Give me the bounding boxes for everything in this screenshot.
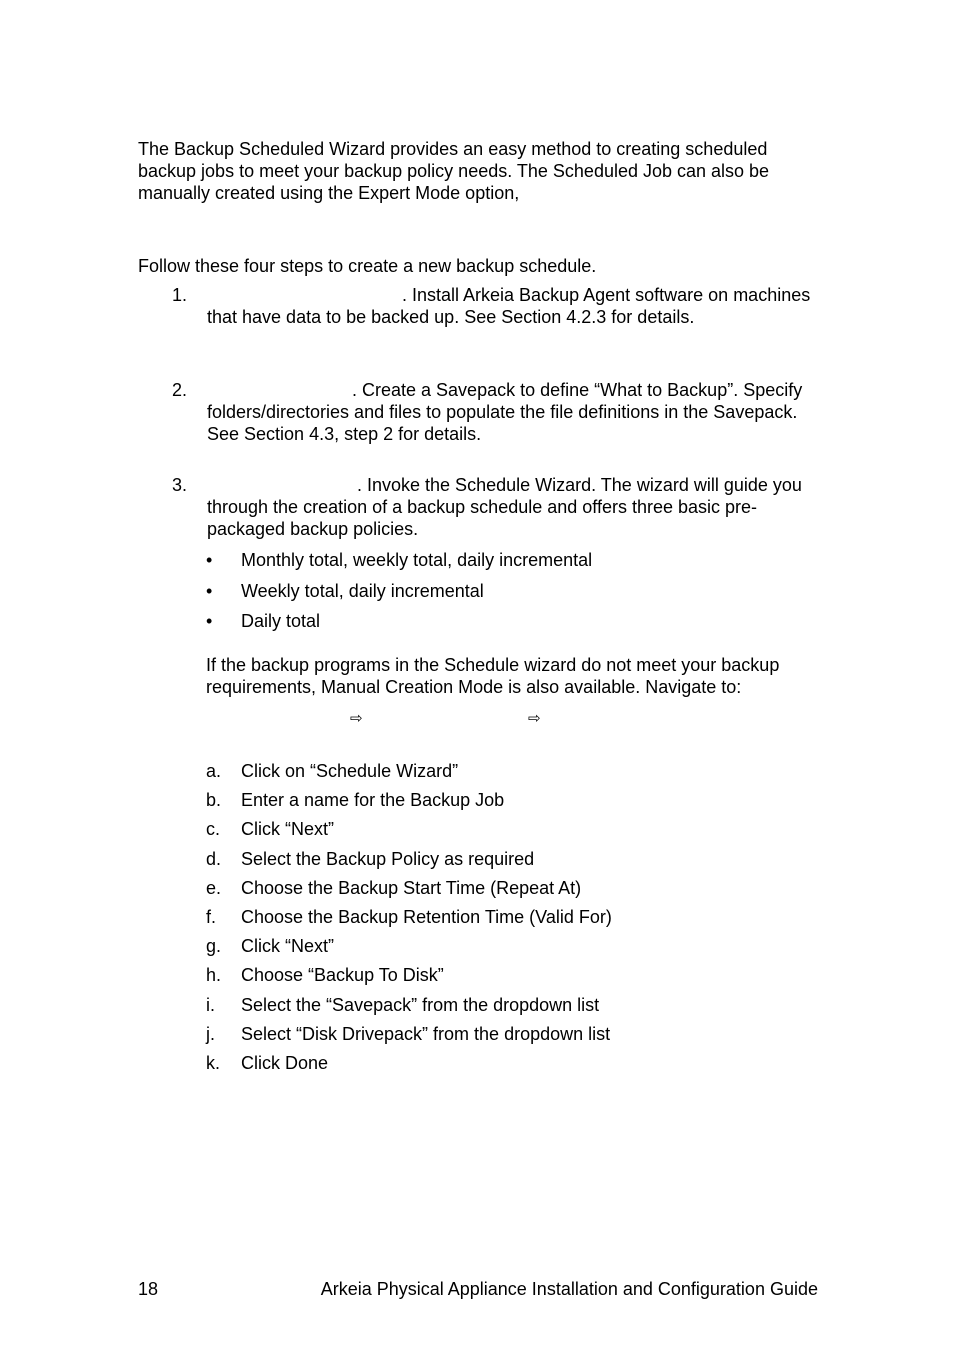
list-item-text: Monthly total, weekly total, daily incremental xyxy=(241,550,593,570)
list-item-text: Click “Next” xyxy=(241,819,334,839)
page-number: 18 xyxy=(138,1279,159,1299)
step-text: . Install Arkeia Backup Agent software on machines that have data to be backed up. See Section 4.2.3 for details. xyxy=(207,285,811,327)
list-letter: j. xyxy=(206,1024,215,1044)
list-letter: b. xyxy=(206,790,222,810)
list-letter: d. xyxy=(206,849,222,869)
list-item-text: Click Done xyxy=(241,1053,329,1073)
list-letter: f. xyxy=(206,907,217,927)
list-item-text: Select “Disk Drivepack” from the dropdown list xyxy=(241,1024,611,1044)
lead-paragraph: Follow these four steps to create a new backup schedule. xyxy=(138,256,597,276)
right-arrow-icon: ⇨ xyxy=(350,710,363,727)
bullet-icon: • xyxy=(206,550,213,570)
bullet-icon: • xyxy=(206,611,213,631)
list-item-text: Click on “Schedule Wizard” xyxy=(241,761,459,781)
list-item-text: Choose “Backup To Disk” xyxy=(241,965,444,985)
manual-mode-paragraph: If the backup programs in the Schedule wizard do not meet your backup requirements, Manual Creation Mode is also available. Navigate to: xyxy=(206,655,780,697)
intro-paragraph: The Backup Scheduled Wizard provides an easy method to creating scheduled backup jobs to meet your backup policy needs. The Scheduled Job can also be manually created using the Expert Mode option, xyxy=(138,139,770,203)
navigation-path xyxy=(206,708,606,730)
list-item-text: Choose the Backup Retention Time (Valid For) xyxy=(241,907,612,927)
step-text: . Invoke the Schedule Wizard. The wizard will guide you through the creation of a backup schedule and offers three basic pre-packaged backup policies. xyxy=(207,475,802,539)
list-letter: c. xyxy=(206,819,221,839)
list-letter: g. xyxy=(206,936,222,956)
document-title: Arkeia Physical Appliance Installation and Configuration Guide xyxy=(320,1279,818,1299)
step-number: 3. xyxy=(172,475,188,495)
bullet-icon: • xyxy=(206,581,213,601)
list-letter: k. xyxy=(206,1053,221,1073)
list-item-text: Click “Next” xyxy=(241,936,334,956)
list-item-text: Daily total xyxy=(241,611,321,631)
list-item-text: Weekly total, daily incremental xyxy=(241,581,484,601)
right-arrow-icon: ⇨ xyxy=(528,710,541,727)
list-letter: i. xyxy=(206,995,215,1015)
list-item-text: Choose the Backup Start Time (Repeat At) xyxy=(241,878,582,898)
list-letter: h. xyxy=(206,965,222,985)
step-number: 2. xyxy=(172,380,188,400)
list-item-text: Select the “Savepack” from the dropdown list xyxy=(241,995,600,1015)
step-text: . Create a Savepack to define “What to Backup”. Specify folders/directories and files to populate the file definitions in the Savepack. See Section 4.3, step 2 for details. xyxy=(207,380,803,444)
list-item-text: Enter a name for the Backup Job xyxy=(241,790,505,810)
list-letter: a. xyxy=(206,761,222,781)
list-letter: e. xyxy=(206,878,222,898)
step-number: 1. xyxy=(172,285,188,305)
list-item-text: Select the Backup Policy as required xyxy=(241,849,535,869)
